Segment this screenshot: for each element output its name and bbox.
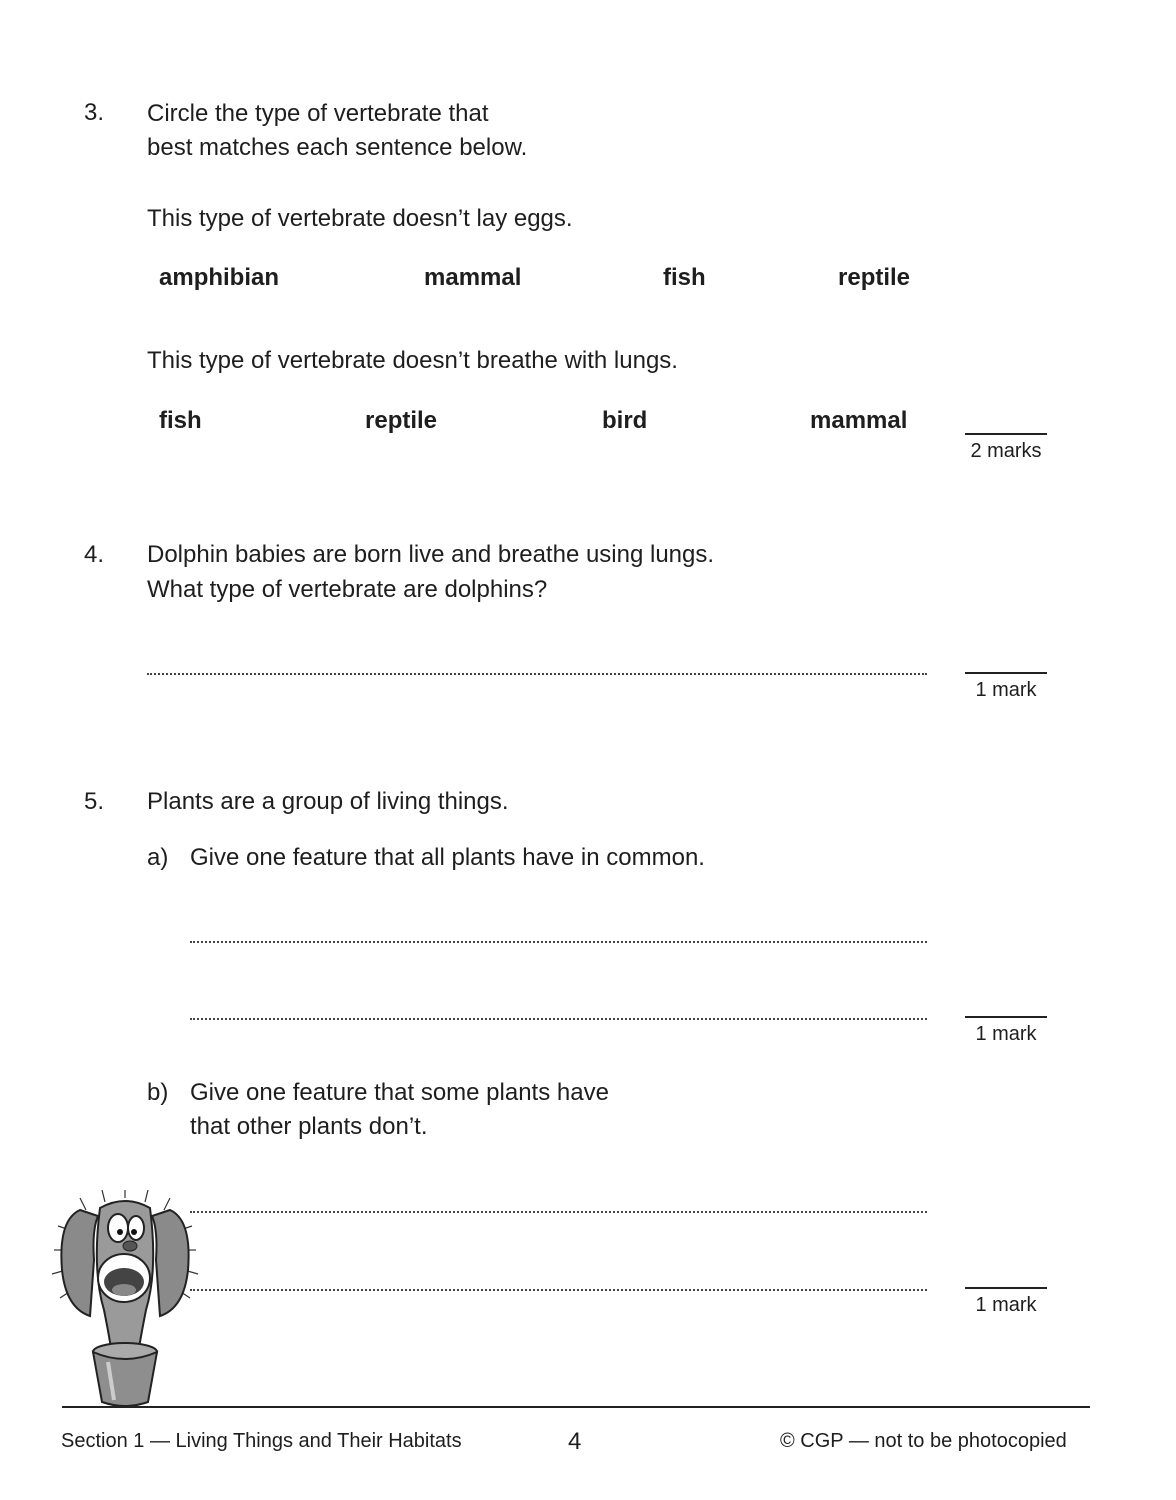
sentence-2: This type of vertebrate doesn’t breathe with lungs. (147, 347, 678, 374)
option-bird[interactable]: bird (602, 407, 648, 434)
option-amphibian[interactable]: amphibian (159, 264, 280, 291)
question-text: Dolphin babies are born live and breathe using lungs. (147, 541, 715, 568)
option-mammal[interactable]: mammal (424, 264, 522, 291)
part-label: b) (147, 1079, 169, 1106)
question-number: 4. (84, 541, 105, 568)
page-number: 4 (568, 1428, 582, 1455)
marks-label: 1 mark (975, 679, 1037, 701)
option-mammal[interactable]: mammal (810, 407, 908, 434)
part-b-text: that other plants don’t. (190, 1113, 428, 1140)
marks-label: 1 mark (975, 1294, 1037, 1316)
question-number: 5. (84, 788, 105, 815)
question-text: best matches each sentence below. (147, 134, 528, 161)
answer-line[interactable] (147, 673, 927, 675)
option-reptile[interactable]: reptile (365, 407, 438, 434)
option-fish[interactable]: fish (663, 264, 706, 291)
footer-section: Section 1 — Living Things and Their Habitats (61, 1430, 462, 1452)
question-text: What type of vertebrate are dolphins? (147, 576, 548, 603)
footer-rule (62, 1406, 1090, 1408)
marks-rule (965, 433, 1047, 435)
answer-line[interactable] (190, 1018, 927, 1020)
cactus-cartoon-icon (50, 1190, 200, 1410)
sentence-1: This type of vertebrate doesn’t lay eggs. (147, 205, 573, 232)
marks-label: 2 marks (970, 440, 1042, 462)
part-label: a) (147, 844, 169, 871)
option-fish[interactable]: fish (159, 407, 202, 434)
marks-rule (965, 1016, 1047, 1018)
question-number: 3. (84, 99, 105, 126)
marks-label: 1 mark (975, 1023, 1037, 1045)
part-b-text: Give one feature that some plants have (190, 1079, 609, 1106)
answer-line[interactable] (190, 941, 927, 943)
question-text: Plants are a group of living things. (147, 788, 509, 815)
footer-copyright: © CGP — not to be photocopied (780, 1430, 1067, 1452)
answer-line[interactable] (190, 1211, 927, 1213)
question-text: Circle the type of vertebrate that (147, 100, 489, 127)
answer-line[interactable] (190, 1289, 927, 1291)
marks-rule (965, 1287, 1047, 1289)
marks-rule (965, 672, 1047, 674)
option-reptile[interactable]: reptile (838, 264, 911, 291)
part-a-text: Give one feature that all plants have in common. (190, 844, 705, 871)
